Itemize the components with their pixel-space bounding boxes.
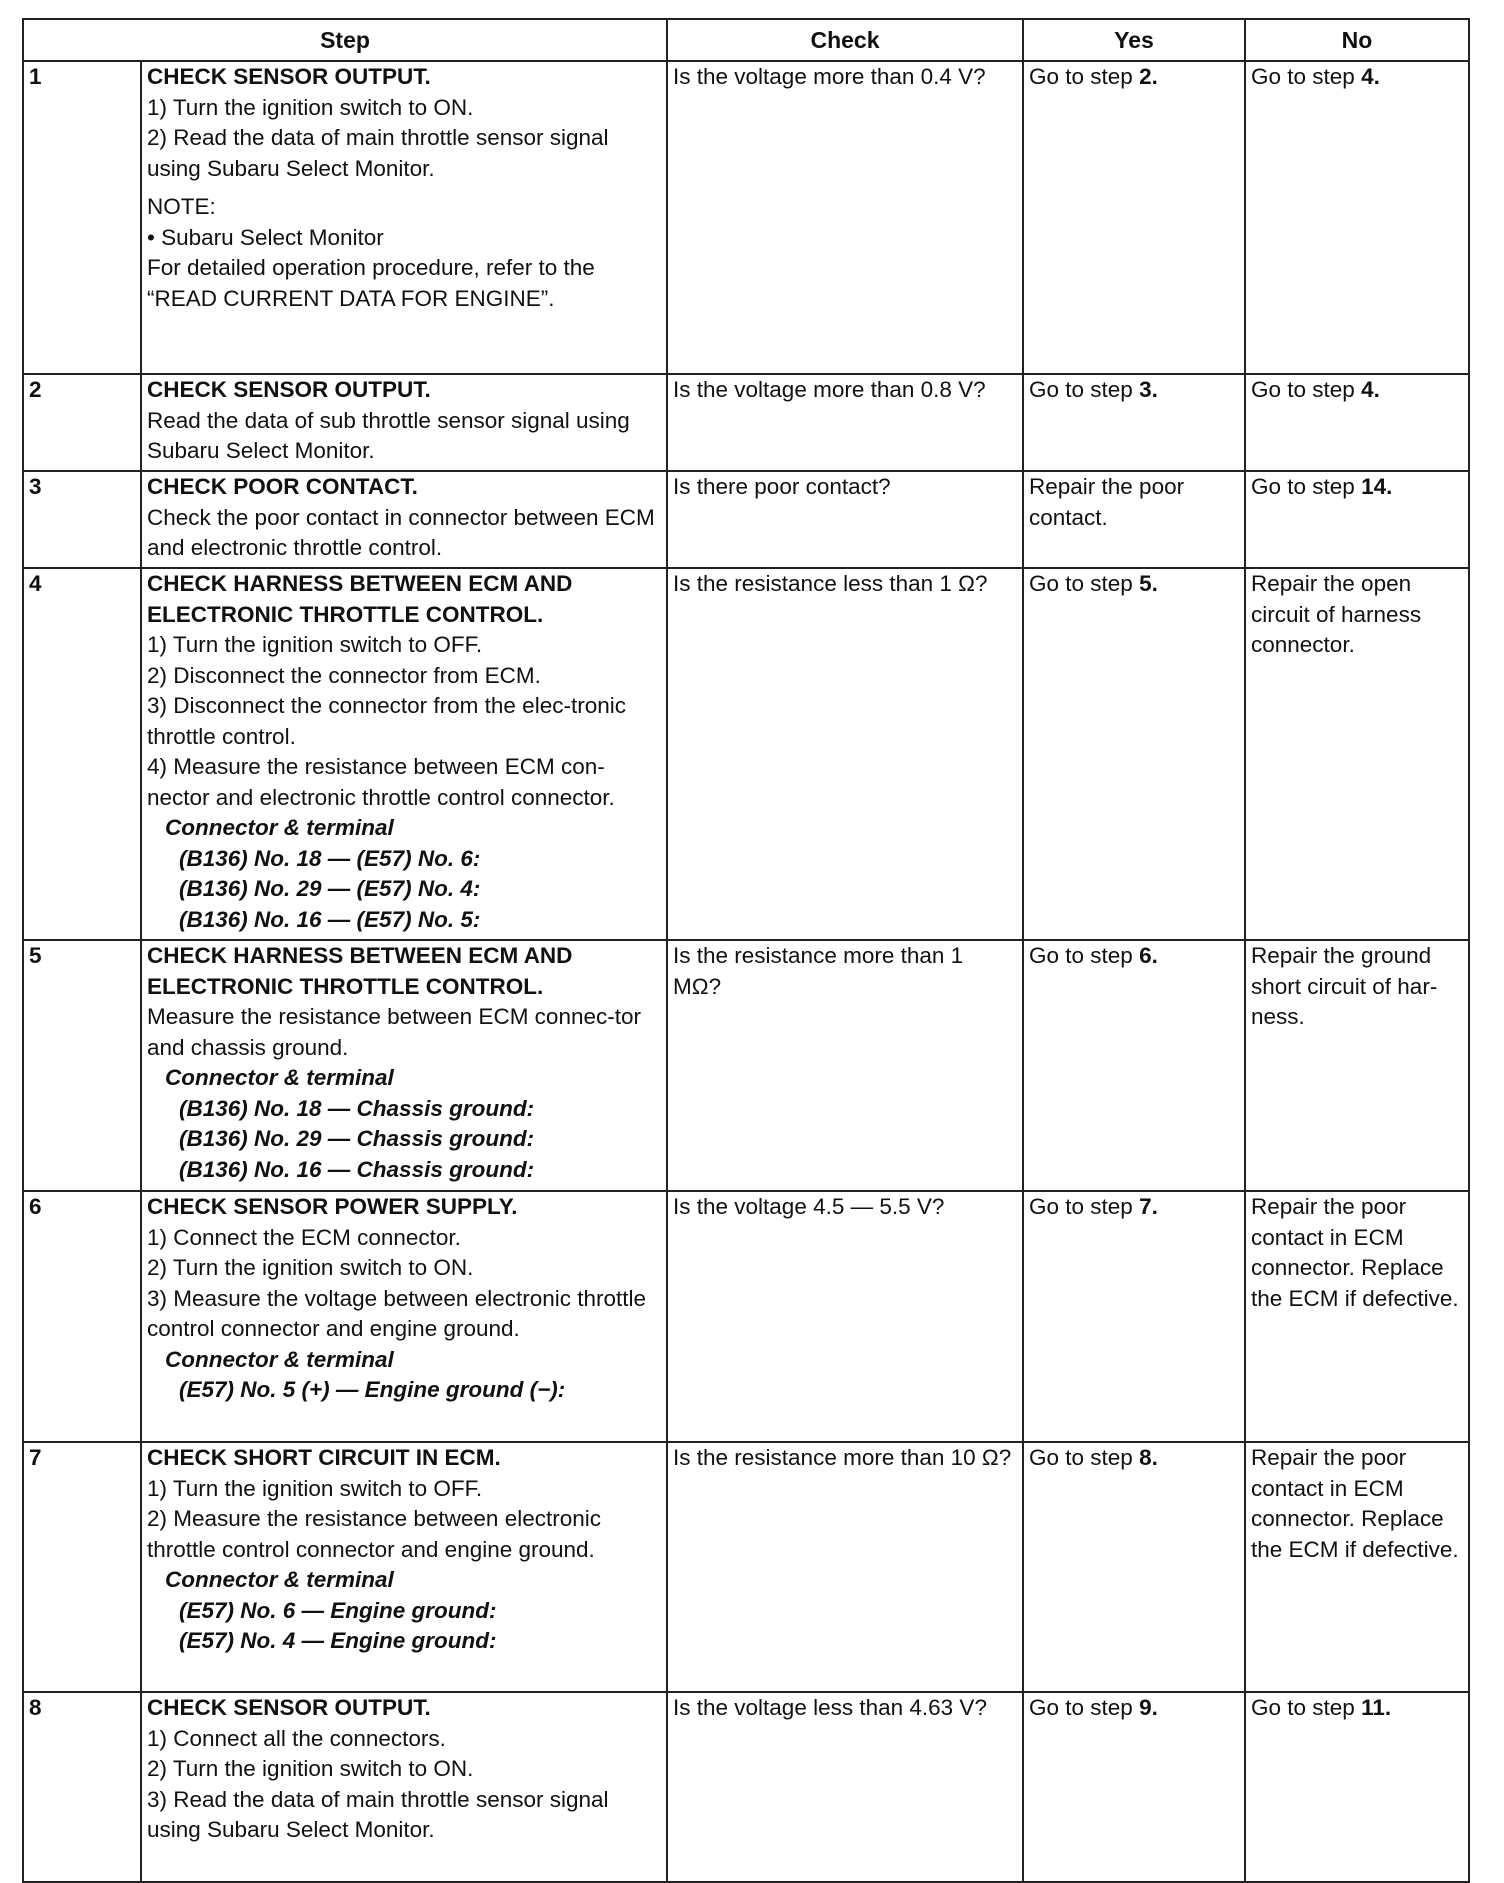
yes-step: 5. — [1139, 571, 1158, 596]
step-line: 2) Turn the ignition switch to ON. — [147, 1255, 474, 1280]
step-line: 2) Measure the resistance between electronic throttle control connector and engine ground. — [147, 1506, 601, 1562]
diagnostic-table — [22, 18, 1470, 1883]
connector-label: Connector & terminal — [165, 1567, 394, 1592]
step-title: CHECK SHORT CIRCUIT IN ECM. — [147, 1445, 501, 1470]
terminal-line: (B136) No. 29 — Chassis ground: — [179, 1126, 535, 1151]
yes-prefix: Go to step — [1029, 64, 1133, 89]
yes-cell — [1023, 940, 1245, 1191]
step-cell — [141, 61, 667, 374]
step-title: CHECK HARNESS BETWEEN ECM AND ELECTRONIC THROTTLE CONTROL. — [147, 571, 573, 627]
check-cell: Is the resistance less than 1 Ω? — [667, 568, 1023, 940]
no-cell — [1245, 1692, 1469, 1882]
yes-cell — [1023, 374, 1245, 471]
check-cell: Is the voltage 4.5 — 5.5 V? — [667, 1191, 1023, 1442]
step-cell — [141, 1692, 667, 1882]
step-number: 4 — [23, 568, 141, 940]
table-row — [23, 61, 1469, 374]
step-line: 2) Read the data of main throttle sensor signal using Subaru Select Monitor. — [147, 125, 609, 181]
step-number: 7 — [23, 1442, 141, 1692]
step-line: 3) Disconnect the connector from the elec-tronic throttle control. — [147, 693, 626, 749]
check-cell: Is the resistance more than 1 MΩ? — [667, 940, 1023, 1191]
terminal-line: (E57) No. 5 (+) — Engine ground (−): — [179, 1377, 566, 1402]
step-line: 1) Turn the ignition switch to OFF. — [147, 1475, 483, 1501]
no-prefix: Go to step — [1251, 1695, 1355, 1720]
step-title: CHECK SENSOR POWER SUPPLY. — [147, 1194, 518, 1219]
table-row — [23, 471, 1469, 568]
yes-prefix: Go to step — [1029, 1194, 1133, 1219]
step-cell — [141, 940, 667, 1191]
terminal-line: (E57) No. 6 — Engine ground: — [179, 1597, 497, 1623]
terminal-line: (B136) No. 16 — Chassis ground: — [179, 1156, 535, 1182]
connector-label: Connector & terminal — [165, 815, 394, 840]
table-row — [23, 1692, 1469, 1882]
no-cell — [1245, 374, 1469, 471]
step-line: 4) Measure the resistance between ECM con-nector and electronic throttle control connector. — [147, 754, 615, 810]
terminal-line: (B136) No. 18 — (E57) No. 6: — [179, 845, 481, 871]
step-line: 3) Measure the voltage between electronic throttle control connector and engine ground. — [147, 1285, 647, 1341]
connector-label: Connector & terminal — [165, 1065, 394, 1090]
step-cell — [141, 374, 667, 471]
step-number: 6 — [23, 1191, 141, 1442]
step-line: 3) Read the data of main throttle sensor signal using Subaru Select Monitor. — [147, 1786, 609, 1842]
connector-label: Connector & terminal — [165, 1346, 394, 1372]
note-text: For detailed operation procedure, refer to the “READ CURRENT DATA FOR ENGINE”. — [147, 255, 595, 311]
check-cell: Is the voltage more than 0.4 V? — [667, 61, 1023, 374]
no-cell: Repair the poor contact in ECM connector. Replace the ECM if defective. — [1245, 1442, 1469, 1692]
step-title: CHECK POOR CONTACT. — [147, 474, 418, 499]
no-cell — [1245, 471, 1469, 568]
yes-cell — [1023, 1692, 1245, 1882]
terminal-line: (B136) No. 16 — (E57) No. 5: — [179, 906, 481, 932]
no-prefix: Go to step — [1251, 377, 1355, 402]
header-yes: Yes — [1023, 19, 1245, 61]
no-cell: Repair the open circuit of harness connector. — [1245, 568, 1469, 940]
header-step: Step — [23, 19, 667, 61]
step-line: 1) Turn the ignition switch to OFF. — [147, 632, 483, 657]
header-check: Check — [667, 19, 1023, 61]
step-title: CHECK SENSOR OUTPUT. — [147, 64, 431, 89]
yes-cell: Repair the poor contact. — [1023, 471, 1245, 568]
no-step: 4. — [1361, 64, 1380, 89]
note-bullet: • Subaru Select Monitor — [147, 224, 384, 250]
yes-prefix: Go to step — [1029, 943, 1133, 968]
terminal-line: (B136) No. 29 — (E57) No. 4: — [179, 876, 481, 901]
step-title: CHECK SENSOR OUTPUT. — [147, 1695, 431, 1720]
step-line: 1) Connect all the connectors. — [147, 1725, 446, 1751]
no-prefix: Go to step — [1251, 474, 1355, 499]
step-line: 1) Turn the ignition switch to ON. — [147, 94, 474, 120]
table-row — [23, 1442, 1469, 1692]
table-row — [23, 940, 1469, 1191]
step-cell — [141, 568, 667, 940]
table-row — [23, 374, 1469, 471]
step-line: 2) Disconnect the connector from ECM. — [147, 662, 541, 688]
step-line: Read the data of sub throttle sensor signal using Subaru Select Monitor. — [147, 407, 630, 463]
no-step: 4. — [1361, 377, 1380, 402]
check-cell: Is the voltage more than 0.8 V? — [667, 374, 1023, 471]
yes-step: 2. — [1139, 64, 1158, 89]
step-line: 1) Connect the ECM connector. — [147, 1224, 461, 1250]
no-cell: Repair the ground short circuit of har-ness. — [1245, 940, 1469, 1191]
step-number: 1 — [23, 61, 141, 374]
step-title: CHECK HARNESS BETWEEN ECM AND ELECTRONIC THROTTLE CONTROL. — [147, 943, 573, 999]
step-cell — [141, 1191, 667, 1442]
terminal-line: (B136) No. 18 — Chassis ground: — [179, 1095, 535, 1121]
step-line: Measure the resistance between ECM connec-tor and chassis ground. — [147, 1004, 641, 1060]
yes-step: 7. — [1139, 1194, 1158, 1219]
note-label: NOTE: — [147, 194, 216, 219]
header-row — [23, 19, 1469, 61]
yes-prefix: Go to step — [1029, 571, 1133, 596]
yes-cell — [1023, 61, 1245, 374]
table-row — [23, 568, 1469, 940]
yes-cell — [1023, 1191, 1245, 1442]
yes-cell — [1023, 568, 1245, 940]
no-prefix: Go to step — [1251, 64, 1355, 89]
check-cell: Is the voltage less than 4.63 V? — [667, 1692, 1023, 1882]
step-number: 3 — [23, 471, 141, 568]
step-number: 2 — [23, 374, 141, 471]
yes-prefix: Go to step — [1029, 377, 1133, 402]
terminal-line: (E57) No. 4 — Engine ground: — [179, 1628, 497, 1653]
check-cell: Is there poor contact? — [667, 471, 1023, 568]
yes-step: 3. — [1139, 377, 1158, 402]
step-line: Check the poor contact in connector between ECM and electronic throttle control. — [147, 504, 655, 560]
no-cell: Repair the poor contact in ECM connector. Replace the ECM if defective. — [1245, 1191, 1469, 1442]
yes-prefix: Go to step — [1029, 1695, 1133, 1720]
step-line: 2) Turn the ignition switch to ON. — [147, 1756, 474, 1781]
check-cell: Is the resistance more than 10 Ω? — [667, 1442, 1023, 1692]
table-row — [23, 1191, 1469, 1442]
step-cell — [141, 1442, 667, 1692]
header-no: No — [1245, 19, 1469, 61]
yes-cell — [1023, 1442, 1245, 1692]
no-step: 14. — [1361, 474, 1393, 499]
step-number: 8 — [23, 1692, 141, 1882]
yes-step: 6. — [1139, 943, 1158, 968]
yes-prefix: Go to step — [1029, 1445, 1133, 1470]
step-title: CHECK SENSOR OUTPUT. — [147, 377, 431, 402]
step-cell — [141, 471, 667, 568]
yes-step: 9. — [1139, 1695, 1158, 1720]
yes-step: 8. — [1139, 1445, 1158, 1470]
no-cell — [1245, 61, 1469, 374]
step-number: 5 — [23, 940, 141, 1191]
no-step: 11. — [1361, 1695, 1392, 1720]
